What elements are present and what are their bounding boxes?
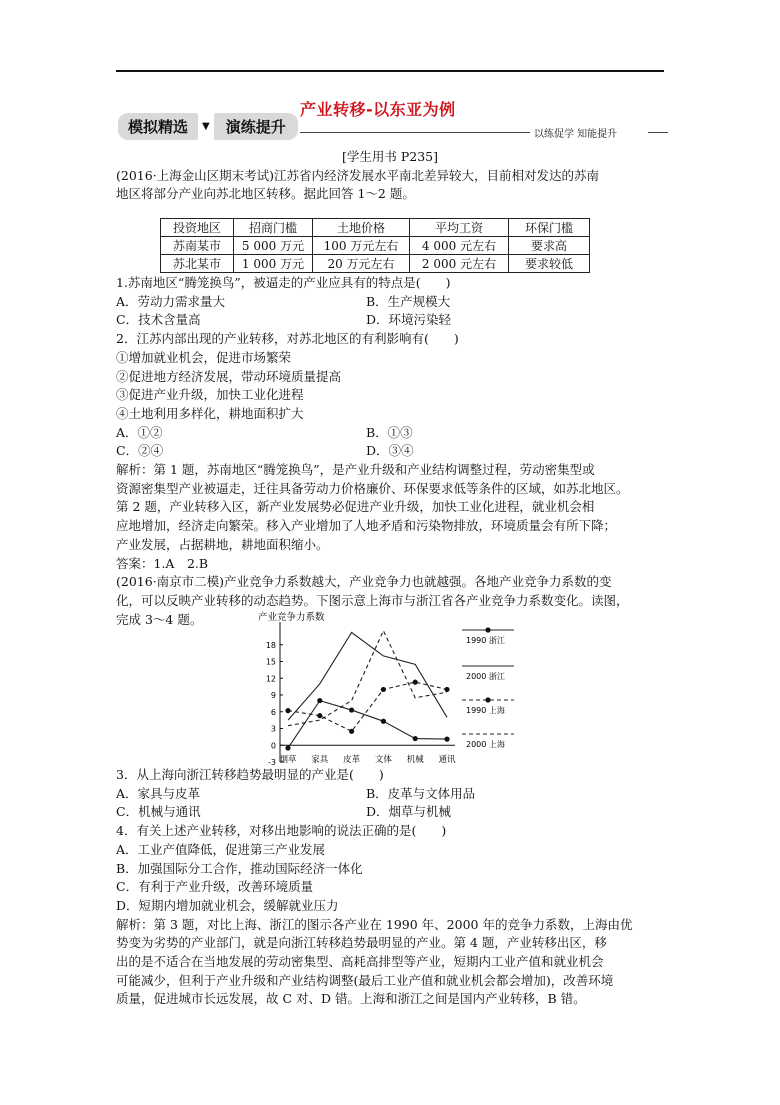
- y-tick-label: 3: [270, 724, 276, 734]
- chart-series: [285, 631, 449, 751]
- top-rule: [116, 70, 664, 72]
- legend-label: 1990 浙江: [466, 636, 505, 645]
- section-banner: [118, 113, 298, 139]
- table-header-row: [161, 219, 590, 237]
- table-header: 投资地区: [161, 219, 234, 237]
- data-point: [349, 729, 354, 734]
- table-cell: 20 万元左右: [313, 255, 410, 273]
- table-cell: 5 000 万元: [234, 237, 313, 255]
- banner-rule-end: [648, 132, 668, 133]
- legend-label: 2000 上海: [466, 740, 505, 749]
- data-point: [317, 713, 322, 718]
- data-point: [413, 736, 418, 741]
- y-tick-label: 18: [265, 640, 276, 650]
- option: C．②④: [116, 443, 164, 459]
- series-line: [288, 701, 447, 748]
- answer-line: 答案：1.A 2.B: [116, 555, 209, 571]
- triangle-icon: ▼: [202, 120, 210, 132]
- table-cell: 要求高: [509, 237, 590, 255]
- analysis-line: 解析：第 1 题，苏南地区“腾笼换鸟”，是产业升级和产业结构调整过程，劳动密集型或: [116, 462, 595, 478]
- analysis-line: 势变为劣势的产业部门，就是向浙江转移趋势最明显的产业。第 4 题，产业转移出区，移: [116, 935, 607, 951]
- x-tick-label: 家具: [311, 755, 329, 765]
- option: D．烟草与机械: [366, 804, 452, 820]
- question-3-options-row: [116, 785, 664, 804]
- option: C．有利于产业升级，改善环境质量: [116, 879, 314, 895]
- investment-table: [160, 218, 590, 273]
- data-point: [444, 737, 449, 742]
- series-line: [288, 682, 447, 731]
- legend-label: 2000 浙江: [466, 672, 505, 681]
- option: A．家具与皮革: [116, 785, 201, 801]
- chart-axes: [266, 622, 456, 767]
- y-tick-label: 6: [270, 707, 276, 717]
- intro-line: 化，可以反映产业转移的动态趋势。下图示意上海市与浙江省各产业竞争力系数变化。读图，: [116, 592, 629, 608]
- y-tick-label: 9: [270, 691, 276, 700]
- question-2-stem: 2．江苏内部出现的产业转移，对苏北地区的有利影响有( ): [116, 331, 459, 347]
- table-header: 土地价格: [313, 219, 410, 237]
- legend-label: 1990 上海: [466, 706, 505, 715]
- y-tick-label: 15: [265, 657, 276, 667]
- table-cell: 4 000 元左右: [410, 237, 509, 255]
- option: B．皮革与文体用品: [366, 785, 476, 801]
- table-header: 环保门槛: [509, 219, 590, 237]
- question-2-options-row: [116, 424, 664, 443]
- analysis-line: 出的是不适合在当地发展的劳动密集型、高耗高排型等产业，短期内工业产值和就业机会: [116, 954, 604, 970]
- table-cell: 100 万元左右: [313, 237, 410, 255]
- data-point: [413, 680, 418, 685]
- table-cell: 2 000 元左右: [410, 255, 509, 273]
- question-1-options-row: [116, 293, 664, 312]
- option: D．环境污染轻: [366, 312, 452, 328]
- table-cell: 要求较低: [509, 255, 590, 273]
- analysis-line: 资源密集型产业被逼走，迁往具备劳动力价格廉价、环保要求低等条件的区域，如苏北地区。: [116, 480, 629, 496]
- analysis-line: 质量，促进城市长远发展，故 C 对、D 错。上海和浙江之间是国内产业转移，B 错。: [116, 991, 586, 1007]
- option: D．短期内增加就业机会，缓解就业压力: [116, 897, 339, 913]
- x-tick-label: 烟草: [279, 755, 297, 765]
- analysis-line: 应地增加，经济走向繁荣。移入产业增加了人地矛盾和污染物排放，环境质量会有所下降；: [116, 518, 617, 534]
- y-axis-label: 产业竞争力系数: [258, 612, 325, 623]
- question-2-item: ①增加就业机会，促进市场繁荣: [116, 349, 292, 365]
- series-line: [288, 632, 447, 720]
- question-1-stem: 1.苏南地区“腾笼换鸟”，被逼走的产业应具有的特点是( ): [116, 275, 451, 290]
- data-point: [285, 708, 290, 713]
- data-point: [317, 698, 322, 703]
- questions-block-1: [116, 274, 664, 629]
- table-row: [161, 255, 590, 273]
- questions-block-2: [116, 766, 664, 1009]
- table-cell: 1 000 万元: [234, 255, 313, 273]
- question-4-stem: 4．有关上述产业转移，对移出地影响的说法正确的是( ): [116, 823, 447, 839]
- y-tick-label: -3: [268, 758, 276, 767]
- question-3-options-row: [116, 803, 664, 822]
- competitiveness-chart: [250, 610, 530, 770]
- table-header: 招商门槛: [234, 219, 313, 237]
- page-title: 产业转移-以东亚为例: [300, 100, 456, 119]
- data-point: [349, 707, 354, 712]
- table-cell: 苏北某市: [161, 255, 234, 273]
- option: A．①②: [116, 424, 163, 440]
- x-tick-label: 文体: [374, 755, 392, 765]
- data-point: [444, 687, 449, 692]
- banner-left-label: 模拟精选: [118, 113, 198, 140]
- x-tick-label: 通讯: [438, 755, 456, 765]
- intro-line: 完成 3～4 题。: [116, 611, 203, 627]
- option: D．③④: [366, 443, 414, 459]
- data-point: [381, 719, 386, 724]
- intro-block-1: [116, 148, 664, 204]
- chart-legend: [462, 627, 514, 749]
- option: C．技术含量高: [116, 312, 201, 328]
- question-2-item: ④土地利用多样化，耕地面积扩大: [116, 405, 304, 421]
- table-cell: 苏南某市: [161, 237, 234, 255]
- legend-marker: [485, 697, 490, 702]
- question-3-stem: 3．从上海向浙江转移趋势最明显的产业是( ): [116, 767, 384, 782]
- banner-side-label: 以练促学 知能提升: [534, 129, 618, 140]
- table-header: 平均工资: [410, 219, 509, 237]
- question-2-item: ③促进产业升级，加快工业化进程: [116, 387, 304, 403]
- data-point: [285, 745, 290, 750]
- option: A．工业产值降低，促进第三产业发展: [116, 841, 326, 857]
- y-tick-label: 12: [265, 674, 276, 684]
- y-tick-label: 0: [270, 741, 276, 751]
- question-2-item: ②促进地方经济发展，带动环境质量提高: [116, 368, 342, 384]
- question-1-options-row: [116, 311, 664, 330]
- x-tick-label: 皮革: [343, 755, 361, 765]
- question-2-options-row: [116, 442, 664, 461]
- table-row: [161, 237, 590, 255]
- banner-right-label: 演练提升: [214, 113, 298, 140]
- option: B．加强国际分工合作，推动国际经济一体化: [116, 860, 363, 876]
- option: C．机械与通讯: [116, 804, 201, 820]
- banner-rule: [300, 132, 530, 133]
- analysis-line: 产业发展，占据耕地，耕地面积缩小。: [116, 536, 329, 552]
- book-reference: [学生用书 P235]: [342, 149, 438, 164]
- x-tick-label: 机械: [406, 755, 424, 765]
- option: B．生产规模大: [366, 293, 451, 309]
- option: A．劳动力需求量大: [116, 293, 226, 309]
- analysis-line: 第 2 题，产业转移入区，新产业发展势必促进产业升级，加快工业化进程，就业机会相: [116, 499, 595, 515]
- analysis-line: 可能减少，但利于产业升级和产业结构调整(最后工业产值和就业机会都会增加)，改善环境: [116, 972, 614, 988]
- option: B．①③: [366, 424, 413, 440]
- intro-line: 地区将部分产业向苏北地区转移。据此回答 1～2 题。: [116, 186, 415, 202]
- analysis-line: 解析：第 3 题，对比上海、浙江的图示各产业在 1990 年、2000 年的竞争力系数，上海由优: [116, 916, 633, 932]
- intro-line: (2016·上海金山区期末考试)江苏省内经济发展水平南北差异较大，目前相对发达的苏南: [116, 167, 600, 183]
- legend-marker: [485, 627, 490, 632]
- intro-line: (2016·南京市二模)产业竞争力系数越大，产业竞争力也就越强。各地产业竞争力系数的变: [116, 574, 612, 590]
- data-point: [381, 687, 386, 692]
